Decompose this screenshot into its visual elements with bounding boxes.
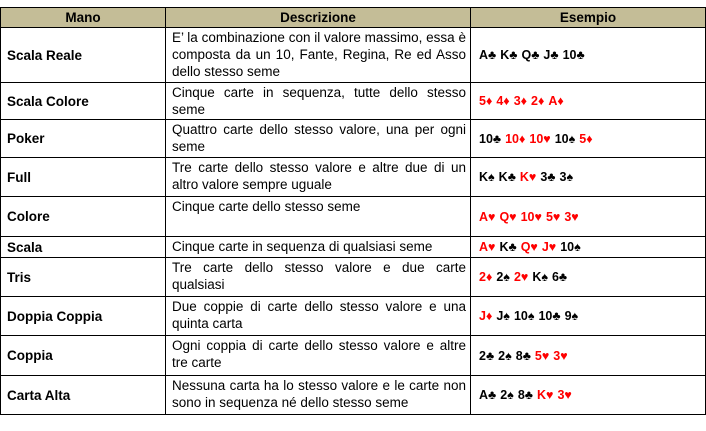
playing-card: A♣ [479,388,497,402]
playing-card: 10♠ [554,131,576,146]
playing-card: J♦ [479,309,493,323]
hand-name: Colore [1,197,166,237]
playing-card: K♥ [519,170,537,184]
playing-card: 5♥ [534,348,550,363]
playing-card: A♥ [479,209,496,224]
playing-card: 10♥ [529,131,551,146]
hand-example [471,120,706,158]
playing-card: 2♦ [531,94,545,108]
playing-card: 10♦ [505,131,526,146]
table-row [1,376,706,415]
playing-card: J♣ [543,48,559,62]
hand-name: Carta Alta [1,376,166,415]
header-descrizione: Descrizione [166,8,471,28]
table-row [1,237,706,258]
playing-card: K♠ [532,270,548,284]
playing-card: 10♥ [520,209,542,224]
playing-card: K♥ [536,388,554,402]
hand-description: Nessuna carta ha lo stesso valore e le carte non sono in sequenza né dello stesso seme [166,376,471,415]
hand-description: Tre carte dello stesso valore e altre due di un altro valore sempre uguale [166,158,471,197]
table-row [1,258,706,297]
hand-description: Due coppie di carte dello stesso valore e una quinta carta [166,297,471,336]
header-row [1,8,706,28]
playing-card: 2♠ [500,388,514,402]
hand-name: Poker [1,120,166,158]
table-row [1,297,706,336]
playing-card: 2♣ [479,348,495,363]
hand-example [471,158,706,197]
playing-card: 8♣ [515,348,531,363]
playing-card: 10♠ [560,240,581,254]
hand-name: Scala [1,237,166,258]
hand-example [471,237,706,258]
hand-name: Scala Reale [1,28,166,83]
hand-example [471,297,706,336]
playing-card: 2♠ [496,270,510,284]
hand-description: Ogni coppia di carte dello stesso valore e altre tre carte [166,336,471,376]
playing-card: K♣ [498,170,516,184]
playing-card: Q♣ [521,48,540,62]
table-row [1,83,706,120]
hand-example [471,376,706,415]
playing-card: 3♥ [564,209,579,224]
table-row [1,28,706,83]
playing-card: J♥ [541,240,557,254]
hand-description: Cinque carte in sequenza di qualsiasi seme [166,237,471,258]
playing-card: 5♦ [479,94,493,108]
hand-name: Tris [1,258,166,297]
playing-card: 10♣ [538,309,561,323]
playing-card: 5♦ [579,131,593,146]
poker-hands-table [0,7,706,415]
playing-card: 10♣ [562,48,585,62]
hand-example [471,258,706,297]
playing-card: Q♥ [499,209,517,224]
hand-name: Coppia [1,336,166,376]
hand-name: Scala Colore [1,83,166,120]
playing-card: 3♥ [557,388,572,402]
table-row [1,336,706,376]
table-row [1,197,706,237]
playing-card: 2♥ [513,270,529,284]
hand-description: Cinque carte in sequenza, tutte dello stesso seme [166,83,471,120]
hand-description: Quattro carte dello stesso valore, una per ogni seme [166,120,471,158]
playing-card: 3♥ [553,348,568,363]
hand-name: Full [1,158,166,197]
hand-description: E’ la combinazione con il valore massimo, essa è composta da un 10, Fante, Regina, Re ed Asso dello stesso seme [166,28,471,83]
playing-card: 2♠ [498,348,512,363]
playing-card: 4♦ [496,94,510,108]
hand-description: Tre carte dello stesso valore e due carte qualsiasi [166,258,471,297]
hand-name: Doppia Coppia [1,297,166,336]
table-row [1,120,706,158]
header-mano: Mano [1,8,166,28]
playing-card: 5♥ [545,209,561,224]
playing-card: A♦ [548,94,564,108]
hand-example [471,197,706,237]
playing-card: 3♣ [540,170,556,184]
hand-example [471,28,706,83]
playing-card: A♥ [479,240,496,254]
playing-card: K♠ [479,170,495,184]
playing-card: 10♣ [479,131,502,146]
hand-example [471,83,706,120]
playing-card: K♣ [499,240,517,254]
playing-card: Q♥ [520,240,538,254]
header-esempio: Esempio [471,8,706,28]
playing-card: 3♦ [513,94,528,108]
table-row [1,158,706,197]
playing-card: 8♣ [517,388,533,402]
playing-card: A♣ [479,48,497,62]
playing-card: 2♦ [479,270,493,284]
hand-description: Cinque carte dello stesso seme [166,197,471,237]
playing-card: 10♠ [513,309,535,323]
playing-card: J♠ [496,309,510,323]
hand-example [471,336,706,376]
playing-card: 3♠ [559,170,574,184]
playing-card: 6♣ [551,270,568,284]
playing-card: 9♠ [564,309,579,323]
playing-card: K♣ [500,48,518,62]
